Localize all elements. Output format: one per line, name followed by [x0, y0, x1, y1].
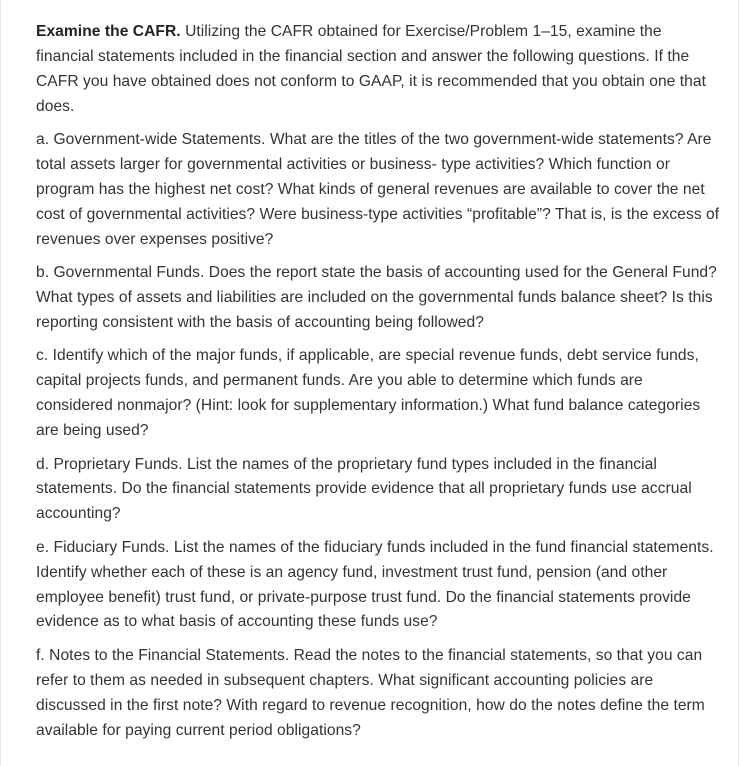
- question-body: [36, 20, 720, 752]
- part-a: a. Government-wide Statements. What are the titles of the two government-wide statements? Are total assets larger for governmental activities or business- type activities? Which function or program has the highest net cost? What kinds of general revenues are available to cover the net cost of governmental activities? Were business-type activities “profitable”? That is, is the excess of revenues over expenses positive?: [36, 131, 720, 248]
- part-d: d. Proprietary Funds. List the names of the proprietary fund types included in the financial statements. Do the financial statements provide evidence that all proprietary funds use accrual accounting?: [36, 455, 692, 523]
- intro-text: Utilizing the CAFR obtained for Exercise/Problem 1–15, examine the financial statements included in the financial section and answer the following questions. If the CAFR you have obtained does not conform to GAAP, it is recommended that you obtain one that does.: [36, 23, 706, 115]
- problem-title: Examine the CAFR.: [36, 23, 181, 40]
- part-f: f. Notes to the Financial Statements. Read the notes to the financial statements, so that you can refer to them as needed in subsequent chapters. What significant accounting policies are discussed in the first note? With regard to revenue recognition, how do the notes define the term available for paying current period obligations?: [36, 646, 705, 739]
- part-b: b. Governmental Funds. Does the report state the basis of accounting used for the General Fund? What types of assets and liabilities are included on the governmental funds balance sheet? Is this reporting consistent with the basis of accounting being followed?: [36, 264, 717, 331]
- part-e: e. Fiduciary Funds. List the names of the fiduciary funds included in the fund financial statements. Identify whether each of these is an agency fund, investment trust fund, pension (and other employee benefit) trust fund, or private-purpose trust fund. Do the financial statements provide evidence as to what basis of accounting these funds use?: [36, 538, 714, 631]
- part-c: c. Identify which of the major funds, if applicable, are special revenue funds, debt service funds, capital projects funds, and permanent funds. Are you able to determine which funds are considered nonmajor? (Hint: look for supplementary information.) What fund balance categories are being used?: [36, 347, 701, 440]
- intro-paragraph: [36, 20, 720, 120]
